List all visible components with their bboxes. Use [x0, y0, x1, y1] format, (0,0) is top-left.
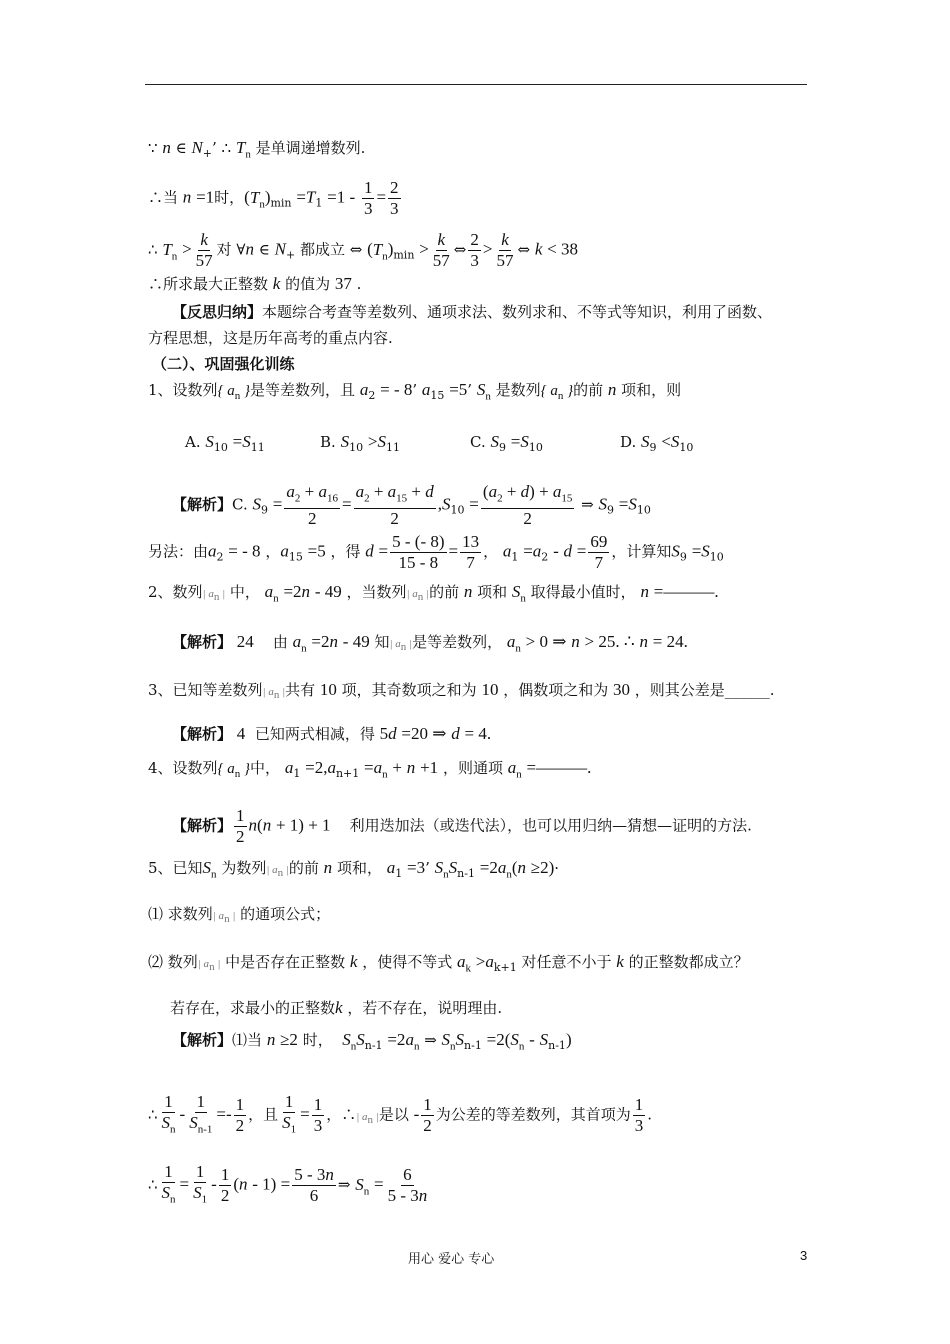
- question-2: 2、数列| $a_n$ | 中， $a_n =2n - 49$ ，当数列| $a_n$ |的前 n 项和 $S_n$ 取得最小值时， n =———.: [148, 582, 719, 605]
- question-5: 5、已知$S_n$ 为数列| $a_n$ |的前 n 项和， $a_1 =3$’ $S_nS_{n-1} =2a_n(n \ge 2)\cdot$: [148, 858, 560, 881]
- q1-answer: C.: [232, 495, 248, 514]
- q1-option-d[interactable]: D. $S_9 <S_{10}$: [620, 432, 694, 454]
- q4-analysis: 【解析】 $\frac{1}{2}$ n(n + 1) + 1 利用迭加法（或迭代法），也可以用归纳—猜想—证明的方法.: [172, 806, 752, 846]
- alt-label: 另法：由: [148, 542, 209, 561]
- q1-option-b[interactable]: B. $S_{10} >S_{11}$: [320, 432, 400, 454]
- section-title: （二）、巩固强化训练: [152, 355, 295, 373]
- q3-analysis: 【解析】 4 已知两式相减，得 5d =20 ⇒ d = 4.: [172, 724, 492, 743]
- option-d-label: D.: [620, 433, 637, 451]
- analysis-label: 【解析】: [172, 633, 233, 651]
- reflect-line-1: [172, 302, 772, 322]
- q1-option-c[interactable]: C. $S_9 =S_{10}$: [470, 432, 543, 454]
- line-1: ∵ n ∈ $N_+$’ ∴ $T_n$ 是单调递增数列.: [148, 138, 366, 161]
- q5-analysis: 【解析】⑴当 n ≥2 时， $S_nS_{n-1} =2a_n$ ⇒ $S_nS_{n-1} =2(S_n - S_{n-1})$: [172, 1030, 572, 1053]
- question-3: 3、已知等差数列| $a_n$ |共有 10 项，其奇数项之和为 10 ，偶数项之和为 30 ，则其公差是______.: [148, 680, 775, 702]
- reflect-label: 【反思归纳】: [172, 303, 263, 321]
- line-3: ∴ $T_n$ > $\frac{k}{57}$ 对 ∀n ∈ $N_+$ 都成立 ⇔ $(T_n)_{min}$ > $\frac{k}{57}$ ⇔ $\frac{2}{3}$ > $\frac{k}{57}$ ⇔ k < 38: [148, 230, 578, 270]
- q5-step-2: ∴ $\frac{1}{S_n}$ = $\frac{1}{S_1}$ - $\frac{1}{2}$ (n - 1) = $\frac{5 - 3n}{6}$ ⇒ $S_n$ = $\frac{6}{5 - 3n}$: [148, 1162, 428, 1206]
- header-rule: [145, 84, 807, 85]
- q5-part2b-prefix: 若存在，求最小的正整数: [170, 999, 336, 1017]
- q4-prefix: 4、设数列: [148, 759, 218, 777]
- q5-part-2b: 若存在，求最小的正整数k ，若不存在，说明理由.: [170, 998, 503, 1017]
- page-footer: 用心 爱心 专心: [408, 1252, 495, 1267]
- q5-prefix: 5、已知: [148, 859, 203, 877]
- q5-step-1: ∴ $\frac{1}{S_n}$ - $\frac{1}{S_{n-1}}$ =- $\frac{1}{2}$ ，且 $\frac{1}{S_1}$ = $\frac{1}{3}$ ，∴| $a_n$ |是以 - $\frac{1}{2}$ 为公差的等差数列，其首项为 $\frac{1}{3}$ .: [148, 1092, 653, 1136]
- q1-analysis: 【解析】C. $S_9$ = $\frac{a_2 + a_{16}}{2}$ = $\frac{a_2 + a_{15} + d}{2}$ $,S_{10}$ = $\frac{(a_2 + d) + a_{15}}{2}$ ⇒ $S_9 =S_{10}$: [172, 482, 651, 529]
- q2-prefix: 2、数列: [148, 583, 203, 601]
- reflect-line-2: 方程思想，这是历年高考的重点内容.: [148, 329, 393, 347]
- page-number: 3: [800, 1248, 808, 1263]
- analysis-label: 【解析】: [172, 725, 233, 743]
- line-4: ∴所求最大正整数 k 的值为 37 .: [148, 274, 362, 293]
- analysis-label: 【解析】: [172, 1031, 233, 1049]
- q5-part1-prefix: ⑴ 求数列: [148, 905, 213, 923]
- option-b-label: B.: [320, 433, 336, 451]
- q5-part2-prefix: ⑵ 数列: [148, 953, 198, 971]
- question-4: 4、设数列{ $a_n$ }中， $a_1 =2,a_{n+1} =a_n + n +1$ ，则通项 $a_n$ =———.: [148, 758, 592, 781]
- question-1: 1、设数列{ $a_n$ }是等差数列，且 $a_2$ = - 8’ $a_{15} =5$’ $S_n$ 是数列{ $a_n$ }的前 n 项和，则: [148, 380, 682, 403]
- reflect-text: 本题综合考查等差数列、通项求法、数列求和、不等式等知识，利用了函数、: [262, 303, 773, 321]
- q5-ans-label: ⑴当: [232, 1031, 263, 1049]
- q3-prefix: 3、已知等差数列: [148, 681, 263, 699]
- q5-part-1: ⑴ 求数列| $a_n$ | 的通项公式；: [148, 905, 331, 926]
- line-2: ∴当 n =1时，$(T_n)_{min} =T_1 =1$ - $\frac{1}{3}$ = $\frac{2}{3}$: [148, 178, 399, 218]
- option-c-label: C.: [470, 433, 486, 451]
- q1-alternative: 另法：由$a_2$ = - 8 ，$a_{15} =5$ ，得 d = $\frac{5 - (- 8)}{15 - 8}$ = $\frac{13}{7}$ ， $a_1 =a_2 - d$ = $\frac{69}{7}$ ，计算知$S_9 =S_{10}$: [148, 532, 724, 572]
- analysis-label: 【解析】: [172, 816, 233, 835]
- alt-mid: ，计算知: [611, 542, 672, 561]
- q3-answer: 4: [236, 724, 246, 743]
- q1-option-a[interactable]: A. $S_{10} =S_{11}$: [185, 432, 265, 454]
- option-a-label: A.: [185, 433, 201, 451]
- q4-answer-text: 利用迭加法（或迭代法），也可以用归纳—猜想—证明的方法.: [349, 816, 752, 835]
- q5-part-2: ⑵ 数列| $a_n$ | 中是否存在正整数 k ，使得不等式 $a_k >a_{k+1}$ 对任意不小于 k 的正整数都成立？: [148, 952, 749, 975]
- q2-answer: 24: [236, 632, 254, 651]
- q2-analysis: 【解析】 24 由 $a_n =2n - 49$ 知| $a_n$ |是等差数列， $a_n > 0$ ⇒ n > 25. ∴ n = 24.: [172, 632, 688, 655]
- analysis-label: 【解析】: [172, 495, 233, 514]
